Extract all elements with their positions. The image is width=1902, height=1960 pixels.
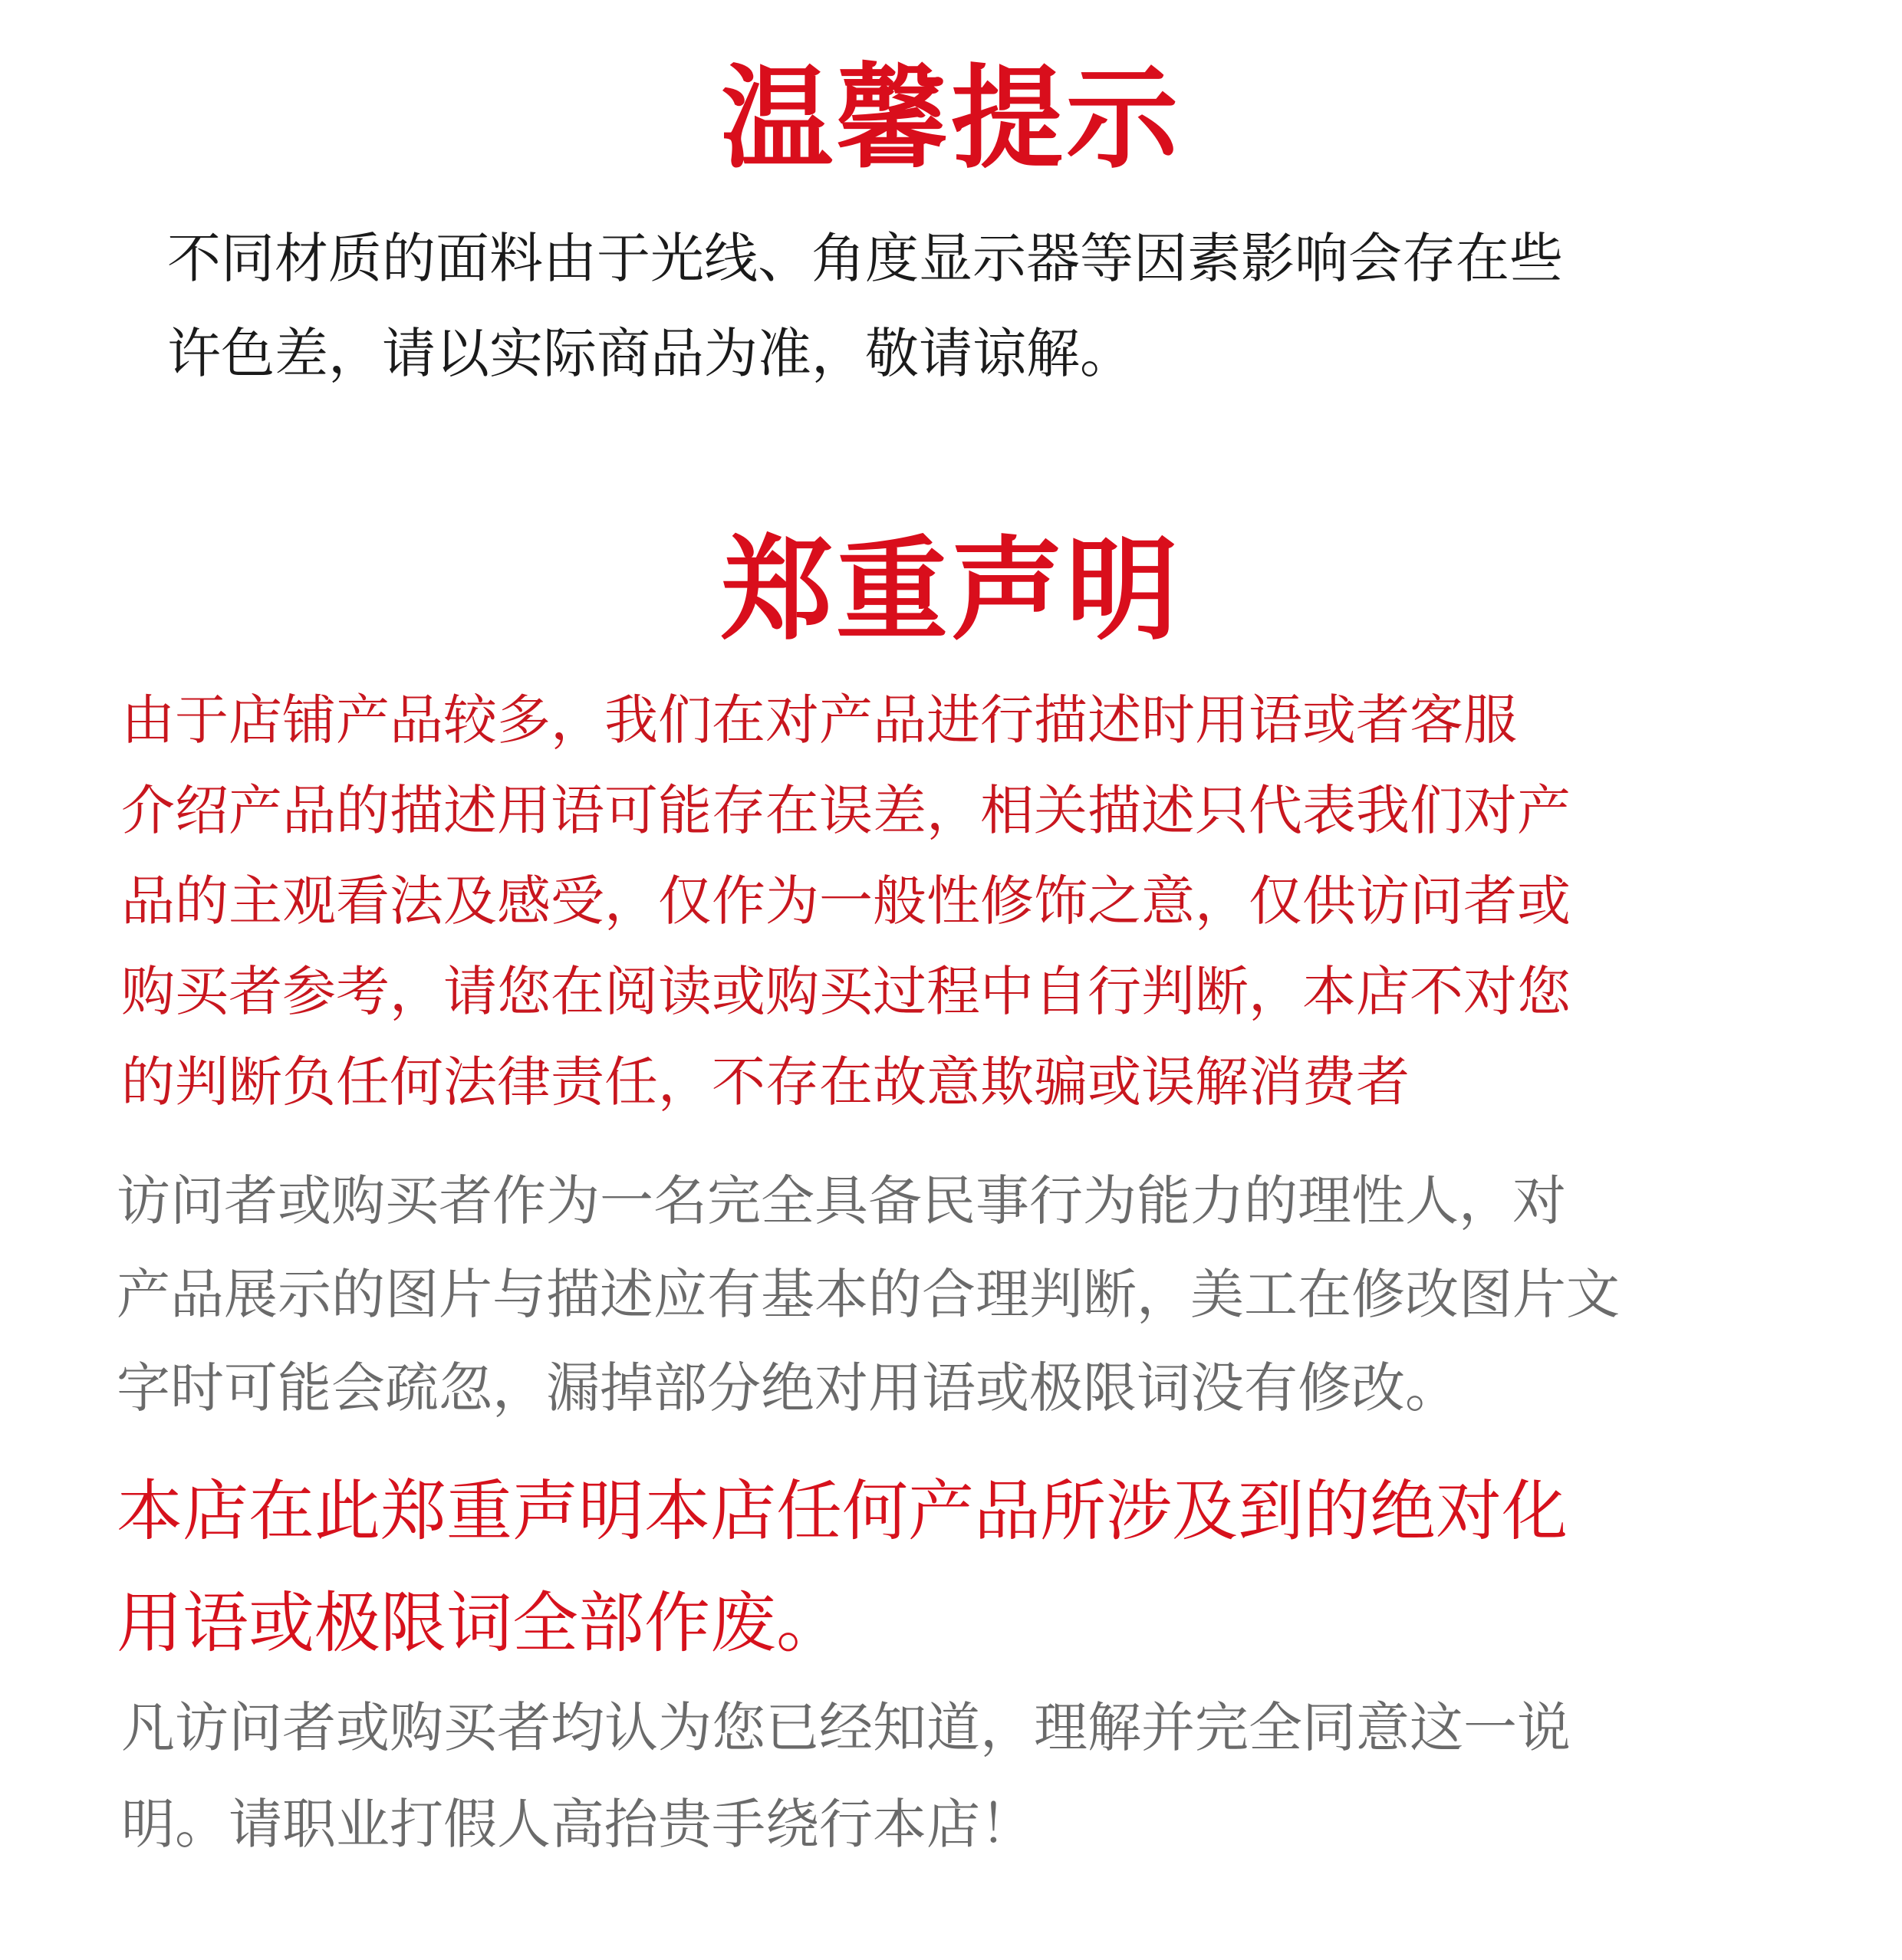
notice-title: 温馨提示 xyxy=(721,54,1181,184)
declaration-paragraph-red: 由于店铺产品较多，我们在对产品进行描述时用语或者客服 介绍产品的描述用语可能存在误差，相关描述只代表我们对产 品的主观看法及感受，仅作为一般性修饰之意，仅供访问者或 购买者参考，请您在阅读或购买过程中自行判断，本店不对您 的判断负任何法律责任，不存在故意欺骗或误解消费者 xyxy=(121,689,1571,1113)
declaration-paragraph-gray: 访问者或购买者作为一名完全具备民事行为能力的理性人，对 产品展示的图片与描述应有基本的合理判断，美工在修改图片文 字时可能会疏忽，漏掉部分绝对用语或极限词没有修改。 xyxy=(117,1169,1620,1419)
declaration-title: 郑重声明 xyxy=(721,525,1181,656)
notice-body: 不同材质的面料由于光线、角度显示器等因素影响会存在些 许色差，请以实际商品为准，敬请谅解。 xyxy=(167,227,1563,385)
declaration-closing-gray: 凡访问者或购买者均认为您已经知道，理解并完全同意这一说 明。请职业打假人高抬贵手绕行本店！ xyxy=(121,1696,1571,1856)
declaration-statement-red: 本店在此郑重声明本店任何产品所涉及到的绝对化 用语或极限词全部作废。 xyxy=(117,1473,1568,1662)
